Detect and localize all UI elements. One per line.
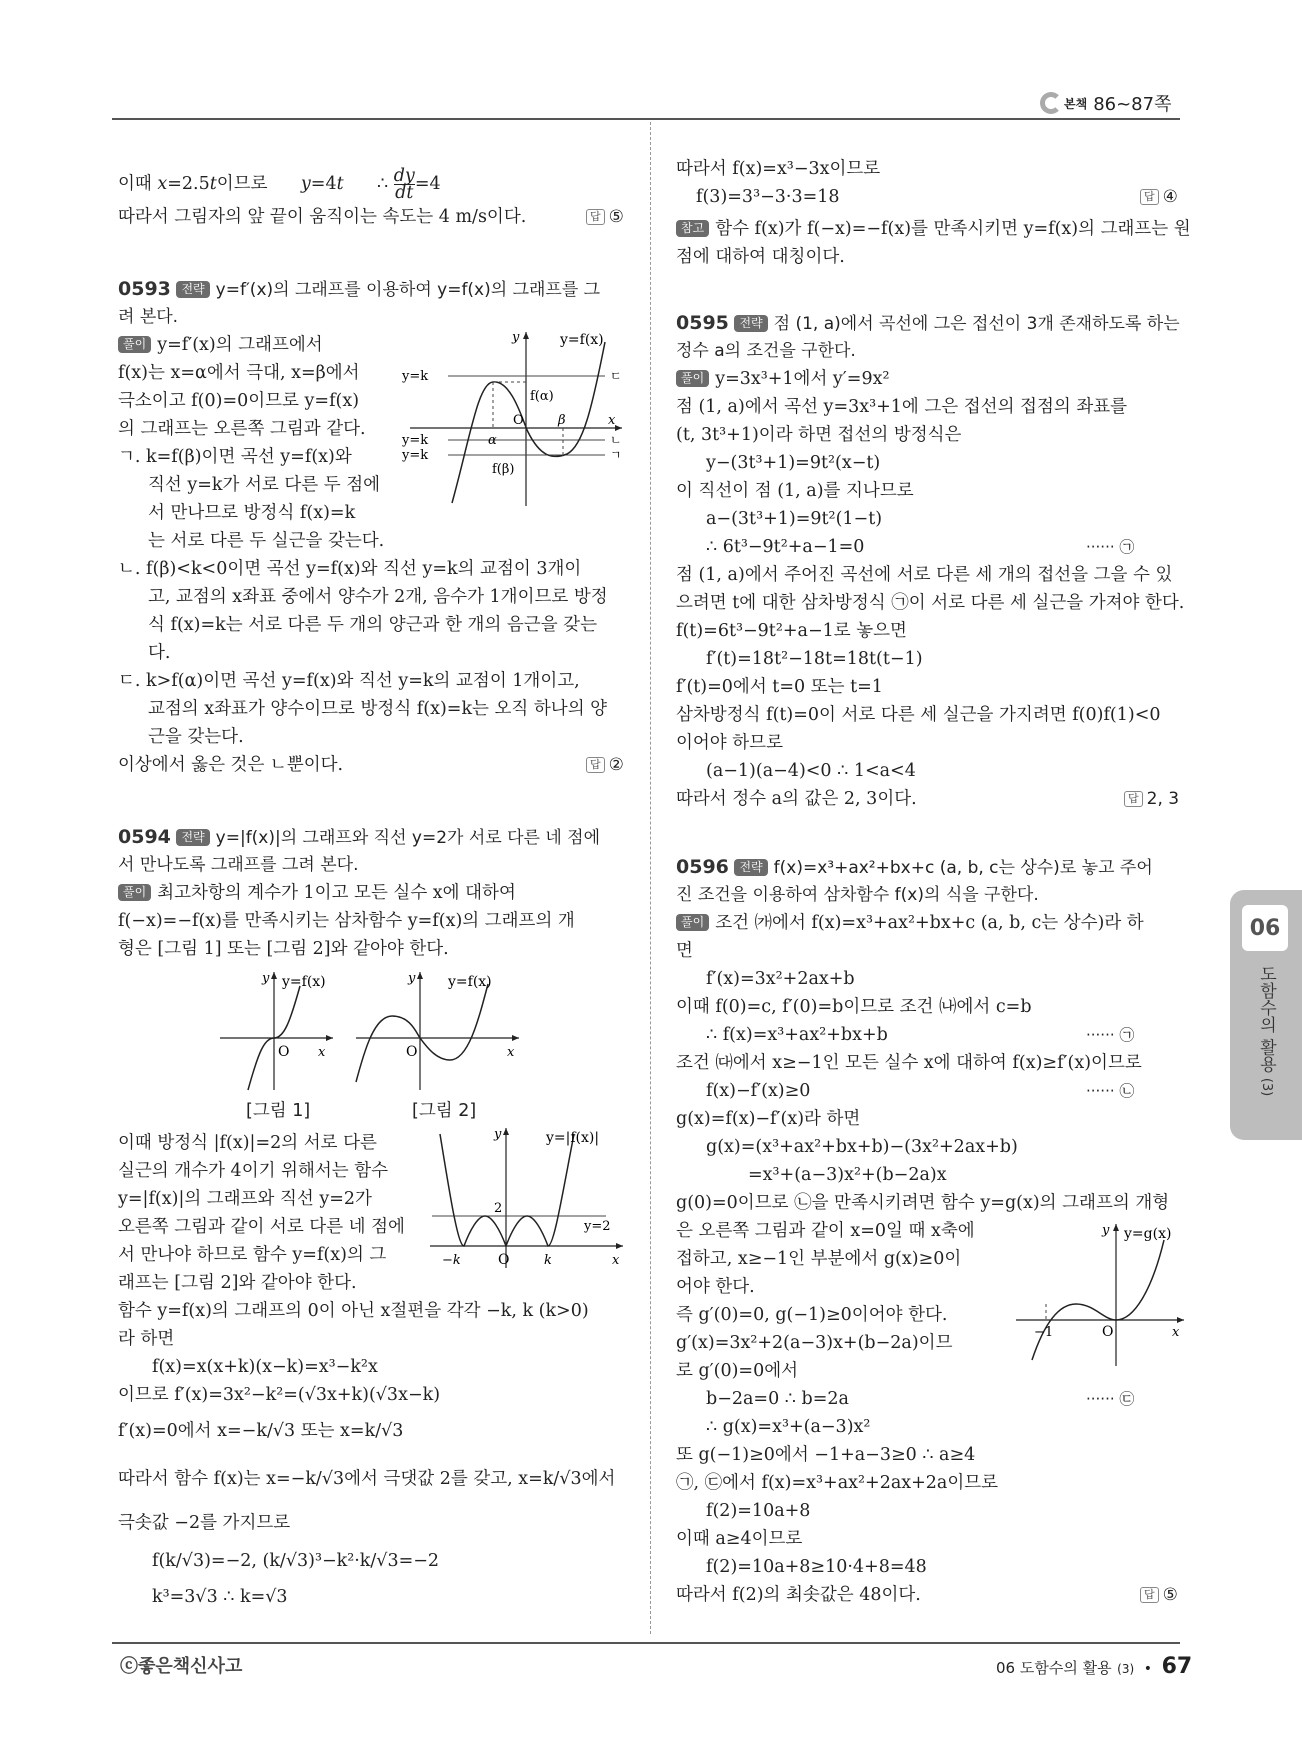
- strategy-text: 려 본다.: [118, 307, 179, 327]
- problem-0595-header: 0595 전략 점 (1, a)에서 곡선에 그은 접선이 3개 존재하도록 하는: [676, 312, 1180, 334]
- formula-line: f(x)−f′(x)≥0: [706, 1081, 811, 1101]
- y-axis-label: y: [262, 971, 270, 986]
- line-label: y=2: [584, 1219, 611, 1234]
- formula-line: a−(3t³+1)=9t²(1−t): [706, 509, 883, 529]
- curve-label: y=|f(x)|: [546, 1130, 600, 1146]
- answer-mark: 답 ②: [586, 754, 624, 776]
- x-axis-label: x: [507, 1045, 515, 1060]
- solution-line: 점 (1, a)에서 주어진 곡선에 서로 다른 세 개의 접선을 그을 수 있: [676, 565, 1173, 585]
- formula-line: y−(3t³+1)=9t²(x−t): [706, 453, 881, 473]
- text-line: 라 하면: [118, 1329, 175, 1349]
- formula-line: ∴ g(x)=x³+(a−3)x²: [706, 1417, 871, 1437]
- note-line: 참고 함수 f(x)가 f(−x)=−f(x)를 만족시키면 y=f(x)의 그래프는 원: [676, 218, 1191, 240]
- choice-n-line: 다.: [148, 643, 171, 663]
- solution-line: 극소이고 f(0)=0이므로 y=f(x): [118, 391, 360, 411]
- y-axis-label: y: [512, 330, 520, 345]
- x-axis-label: x: [612, 1253, 620, 1268]
- figure-1: [218, 970, 338, 1092]
- curve-label: y=f(x): [282, 974, 326, 990]
- solution-line: 이어야 하므로: [676, 733, 783, 753]
- beta-label: β: [558, 413, 566, 428]
- strategy-text: 진 조건을 이용하여 삼차함수 f(x)의 식을 구한다.: [676, 885, 1039, 905]
- right-top-line2: f(3)=3³−3·3=18: [696, 187, 840, 207]
- strategy-badge: 전략: [734, 315, 767, 332]
- solution-line: 풀이 최고차항의 계수가 1이고 모든 실수 x에 대하여: [118, 882, 516, 904]
- solution-line: 형은 [그림 1] 또는 [그림 2]와 같아야 한다.: [118, 939, 449, 959]
- formula-line: f(2)=10a+8: [706, 1501, 811, 1521]
- header-ref: [1040, 88, 1171, 118]
- side-tab-title: 도함수의 활용 (3): [1256, 965, 1276, 1097]
- text-line: 극솟값 −2를 가지므로: [118, 1513, 291, 1533]
- value-2-label: 2: [494, 1201, 503, 1216]
- graph-0596: [1012, 1220, 1192, 1370]
- text-line: 함수 y=f(x)의 그래프의 0이 아닌 x절편을 각각 −k, k (k>0): [118, 1301, 589, 1321]
- conclusion-line: 이상에서 옳은 것은 ㄴ뿐이다.: [118, 755, 344, 775]
- note-badge: 참고: [676, 220, 709, 237]
- header-page-range: 86~87쪽: [1093, 94, 1172, 115]
- formula-line: f′(x)=0에서 x=−k/√3 또는 x=k/√3: [118, 1421, 404, 1441]
- strategy-badge: 전략: [734, 859, 767, 876]
- falpha-label: f(α): [530, 389, 554, 404]
- text-line: 래프는 [그림 2]와 같아야 한다.: [118, 1273, 357, 1293]
- origin-label: O: [1102, 1324, 1114, 1340]
- strategy-text: 정수 a의 조건을 구한다.: [676, 341, 856, 361]
- header-bar: [112, 118, 1180, 120]
- formula-line: f′(x)=3x²+2ax+b: [706, 969, 855, 989]
- problem-0596-header: 0596 전략 f(x)=x³+ax²+bx+c (a, b, c는 상수)로 놓고 주어: [676, 856, 1153, 878]
- answer-mark: 답 2, 3: [1124, 788, 1179, 810]
- solution-line: 어야 한다.: [676, 1277, 755, 1297]
- solution-line: 조건 ㈐에서 x≥−1인 모든 실수 x에 대하여 f(x)≥f′(x)이므로: [676, 1053, 1142, 1073]
- figure-1-caption: [그림 1]: [246, 1101, 311, 1121]
- answer-mark: 답 ⑤: [1140, 1584, 1178, 1606]
- solution-line: g(x)=f(x)−f′(x)라 하면: [676, 1109, 861, 1129]
- origin-label: O: [406, 1044, 418, 1060]
- marker-2: ······ ㉡: [1086, 1082, 1135, 1100]
- solution-line: 즉 g′(0)=0, g(−1)≥0이어야 한다.: [676, 1305, 948, 1325]
- text-line: 따라서 함수 f(x)는 x=−k/√3에서 극댓값 2를 갖고, x=k/√3에서: [118, 1469, 616, 1489]
- formula-line: k³=3√3 ∴ k=√3: [152, 1587, 288, 1607]
- page-number: 67: [1161, 1654, 1193, 1679]
- choice-g-line: ㄱ. k=f(β)이면 곡선 y=f(x)와: [118, 447, 352, 467]
- choice-n-line: 식 f(x)=k는 서로 다른 두 개의 양근과 한 개의 음근을 갖는: [148, 615, 597, 635]
- solution-line: f(x)는 x=α에서 극대, x=β에서: [118, 363, 360, 383]
- text-line: y=|f(x)|의 그래프와 직선 y=2가: [118, 1189, 372, 1209]
- solution-line: 점 (1, a)에서 곡선 y=3x³+1에 그은 접선의 접점의 좌표를: [676, 397, 1128, 417]
- curve-label: y=g(x): [1124, 1226, 1172, 1242]
- problem-0593-header: 0593 전략 y=f′(x)의 그래프를 이용하여 y=f(x)의 그래프를 그: [118, 278, 601, 300]
- figure-abs-f: [428, 1126, 628, 1270]
- solution-line: 이때 a≥4이므로: [676, 1529, 803, 1549]
- origin-label: O: [278, 1044, 290, 1060]
- origin-label: O: [498, 1252, 510, 1268]
- strategy-badge: 전략: [176, 281, 209, 298]
- choice-d-line: ㄷ. k>f(α)이면 곡선 y=f(x)와 직선 y=k의 교점이 1개이고,: [118, 671, 580, 691]
- column-divider: [650, 122, 651, 1634]
- solution-badge: 풀이: [118, 884, 151, 901]
- problem-number: 0593: [118, 278, 171, 300]
- formula-line: f(2)=10a+8≥10·4+8=48: [706, 1557, 927, 1577]
- solution-badge: 풀이: [118, 336, 151, 353]
- line-label-top: y=k: [402, 369, 429, 384]
- curve-label: y=f(x): [560, 332, 604, 348]
- mark-top: ㄷ: [610, 369, 622, 383]
- problem-number: 0594: [118, 826, 171, 848]
- choice-g-line: 는 서로 다른 두 실근을 갖는다.: [148, 531, 385, 551]
- figure-2-caption: [그림 2]: [412, 1101, 477, 1121]
- solution-line: ㉠, ㉢에서 f(x)=x³+ax²+2ax+2a이므로: [676, 1473, 999, 1493]
- formula-line: =x³+(a−3)x²+(b−2a)x: [748, 1165, 947, 1185]
- text-line: 오른쪽 그림과 같이 서로 다른 네 점에: [118, 1217, 405, 1237]
- mark-mid: ㄴ: [610, 433, 622, 447]
- marker-3: ······ ㉢: [1086, 1390, 1135, 1408]
- line-label-low: y=k: [402, 448, 429, 463]
- solution-line: 따라서 f(2)의 최솟값은 48이다.: [676, 1585, 921, 1605]
- solution-line: f(−x)=−f(x)를 만족시키는 삼차함수 y=f(x)의 그래프의 개: [118, 911, 575, 931]
- choice-g-line: 서 만나므로 방정식 f(x)=k: [148, 503, 356, 523]
- text-line: 실근의 개수가 4이기 위해서는 함수: [118, 1161, 389, 1181]
- x-axis-label: x: [318, 1045, 326, 1060]
- formula-line: b−2a=0 ∴ b=2a: [706, 1389, 849, 1409]
- solution-line: 은 오른쪽 그림과 같이 x=0일 때 x축에: [676, 1221, 975, 1241]
- solution-line: g(0)=0이므로 ㉡을 만족시키려면 함수 y=g(x)의 그래프의 개형: [676, 1193, 1170, 1213]
- x-axis-label: x: [1172, 1325, 1180, 1340]
- left-intro-line1: 이때 x=2.5t이므로 y=4t ∴ $\frac{dy}{dt}$ =4: [118, 166, 441, 203]
- footer-publisher: ⓒ좋은책신사고: [120, 1656, 243, 1677]
- solution-line: 풀이 y=3x³+1에서 y′=9x²: [676, 368, 889, 390]
- y-axis-label: y: [494, 1127, 502, 1142]
- solution-badge: 풀이: [676, 914, 709, 931]
- formula-line: g(x)=(x³+ax²+bx+b)−(3x²+2ax+b): [706, 1137, 1018, 1157]
- solution-line: 이때 f(0)=c, f′(0)=b이므로 조건 ㈏에서 c=b: [676, 997, 1032, 1017]
- solution-line: 의 그래프는 오른쪽 그림과 같다.: [118, 419, 366, 439]
- formula-line: 이므로 f′(x)=3x²−k²=(√3x+k)(√3x−k): [118, 1385, 441, 1405]
- solution-line: (t, 3t³+1)이라 하면 접선의 방정식은: [676, 425, 962, 445]
- formula-line: (a−1)(a−4)<0 ∴ 1<a<4: [706, 761, 916, 781]
- footer-bar: [112, 1642, 1180, 1644]
- solution-line: 면: [676, 941, 693, 961]
- graph-0593: [400, 328, 630, 508]
- y-axis-label: y: [408, 971, 416, 986]
- solution-line: 접하고, x≥−1인 부분에서 g(x)≥0이: [676, 1249, 962, 1269]
- problem-number: 0595: [676, 312, 729, 334]
- solution-line: 또 g(−1)≥0에서 −1+a−3≥0 ∴ a≥4: [676, 1445, 976, 1465]
- answer-mark: 답 ⑤: [586, 206, 624, 228]
- strategy-text: 서 만나도록 그래프를 그려 본다.: [118, 855, 359, 875]
- choice-n-line: ㄴ. f(β)<k<0이면 곡선 y=f(x)와 직선 y=k의 교점이 3개이: [118, 559, 582, 579]
- x-axis-label: x: [608, 413, 616, 428]
- text-line: 이때 방정식 |f(x)|=2의 서로 다른: [118, 1133, 377, 1153]
- y-axis-label: y: [1102, 1223, 1110, 1238]
- formula-line: ∴ f(x)=x³+ax²+bx+b: [706, 1025, 888, 1045]
- right-top-line1: 따라서 f(x)=x³−3x이므로: [676, 159, 881, 179]
- left-intro-line2: 따라서 그림자의 앞 끝이 움직이는 속도는 4 m/s이다.: [118, 207, 527, 227]
- solution-badge: 풀이: [676, 370, 709, 387]
- neg1-label: −1: [1034, 1325, 1054, 1340]
- solution-line: 으려면 t에 대한 삼차방정식 ㉠이 서로 다른 세 실근을 가져야 한다.: [676, 593, 1185, 613]
- strategy-badge: 전략: [176, 829, 209, 846]
- formula-line: f(k/√3)=−2, (k/√3)³−k²·k/√3=−2: [152, 1551, 440, 1571]
- solution-line: 삼차방정식 f(t)=0이 서로 다른 세 실근을 가지려면 f(0)f(1)<0: [676, 705, 1161, 725]
- solution-line: 이 직선이 점 (1, a)를 지나므로: [676, 481, 914, 501]
- formula-line: f(x)=x(x+k)(x−k)=x³−k²x: [152, 1357, 378, 1377]
- fbeta-label: f(β): [492, 462, 515, 477]
- choice-d-line: 교점의 x좌표가 양수이므로 방정식 f(x)=k는 오직 하나의 양: [148, 699, 608, 719]
- text-line: 서 만나야 하므로 함수 y=f(x)의 그: [118, 1245, 387, 1265]
- k-label: k: [544, 1253, 552, 1268]
- solution-line: 풀이 조건 ㈎에서 f(x)=x³+ax²+bx+c (a, b, c는 상수)라 하: [676, 912, 1144, 934]
- marker-1: ······ ㉠: [1086, 538, 1135, 556]
- choice-g-line: 직선 y=k가 서로 다른 두 점에: [148, 475, 381, 495]
- figure-2: [354, 970, 526, 1092]
- header-book-label: 본책: [1064, 96, 1088, 111]
- formula-line: f′(t)=18t²−18t=18t(t−1): [706, 649, 923, 669]
- marker-1: ······ ㉠: [1086, 1026, 1135, 1044]
- note-line: 점에 대하여 대칭이다.: [676, 247, 845, 267]
- problem-0594-header: 0594 전략 y=|f(x)|의 그래프와 직선 y=2가 서로 다른 네 점에: [118, 826, 601, 848]
- line-label-mid: y=k: [402, 433, 429, 448]
- curve-label: y=f(x): [448, 974, 492, 990]
- footer-chapter: 06 도함수의 활용 (3) • 67: [996, 1654, 1193, 1679]
- choice-d-line: 근을 갖는다.: [148, 727, 244, 747]
- alpha-label: α: [488, 433, 497, 448]
- formula-line: ∴ 6t³−9t²+a−1=0: [706, 537, 865, 557]
- solution-line: f′(t)=0에서 t=0 또는 t=1: [676, 677, 883, 697]
- origin-label: O: [513, 413, 524, 428]
- neg-k-label: −k: [442, 1253, 461, 1268]
- mark-low: ㄱ: [610, 448, 622, 462]
- refresh-arrow-icon: [1040, 92, 1062, 114]
- answer-mark: 답 ④: [1140, 186, 1178, 208]
- solution-line: 로 g′(0)=0에서: [676, 1361, 799, 1381]
- solution-line: g′(x)=3x²+2(a−3)x+(b−2a)이므: [676, 1333, 953, 1353]
- side-tab-number: 06: [1242, 905, 1288, 951]
- problem-number: 0596: [676, 856, 729, 878]
- solution-line: f(t)=6t³−9t²+a−1로 놓으면: [676, 621, 907, 641]
- solution-line: 풀이 y=f′(x)의 그래프에서: [118, 334, 323, 356]
- choice-n-line: 고, 교점의 x좌표 중에서 양수가 2개, 음수가 1개이므로 방정: [148, 587, 608, 607]
- solution-line: 따라서 정수 a의 값은 2, 3이다.: [676, 789, 917, 809]
